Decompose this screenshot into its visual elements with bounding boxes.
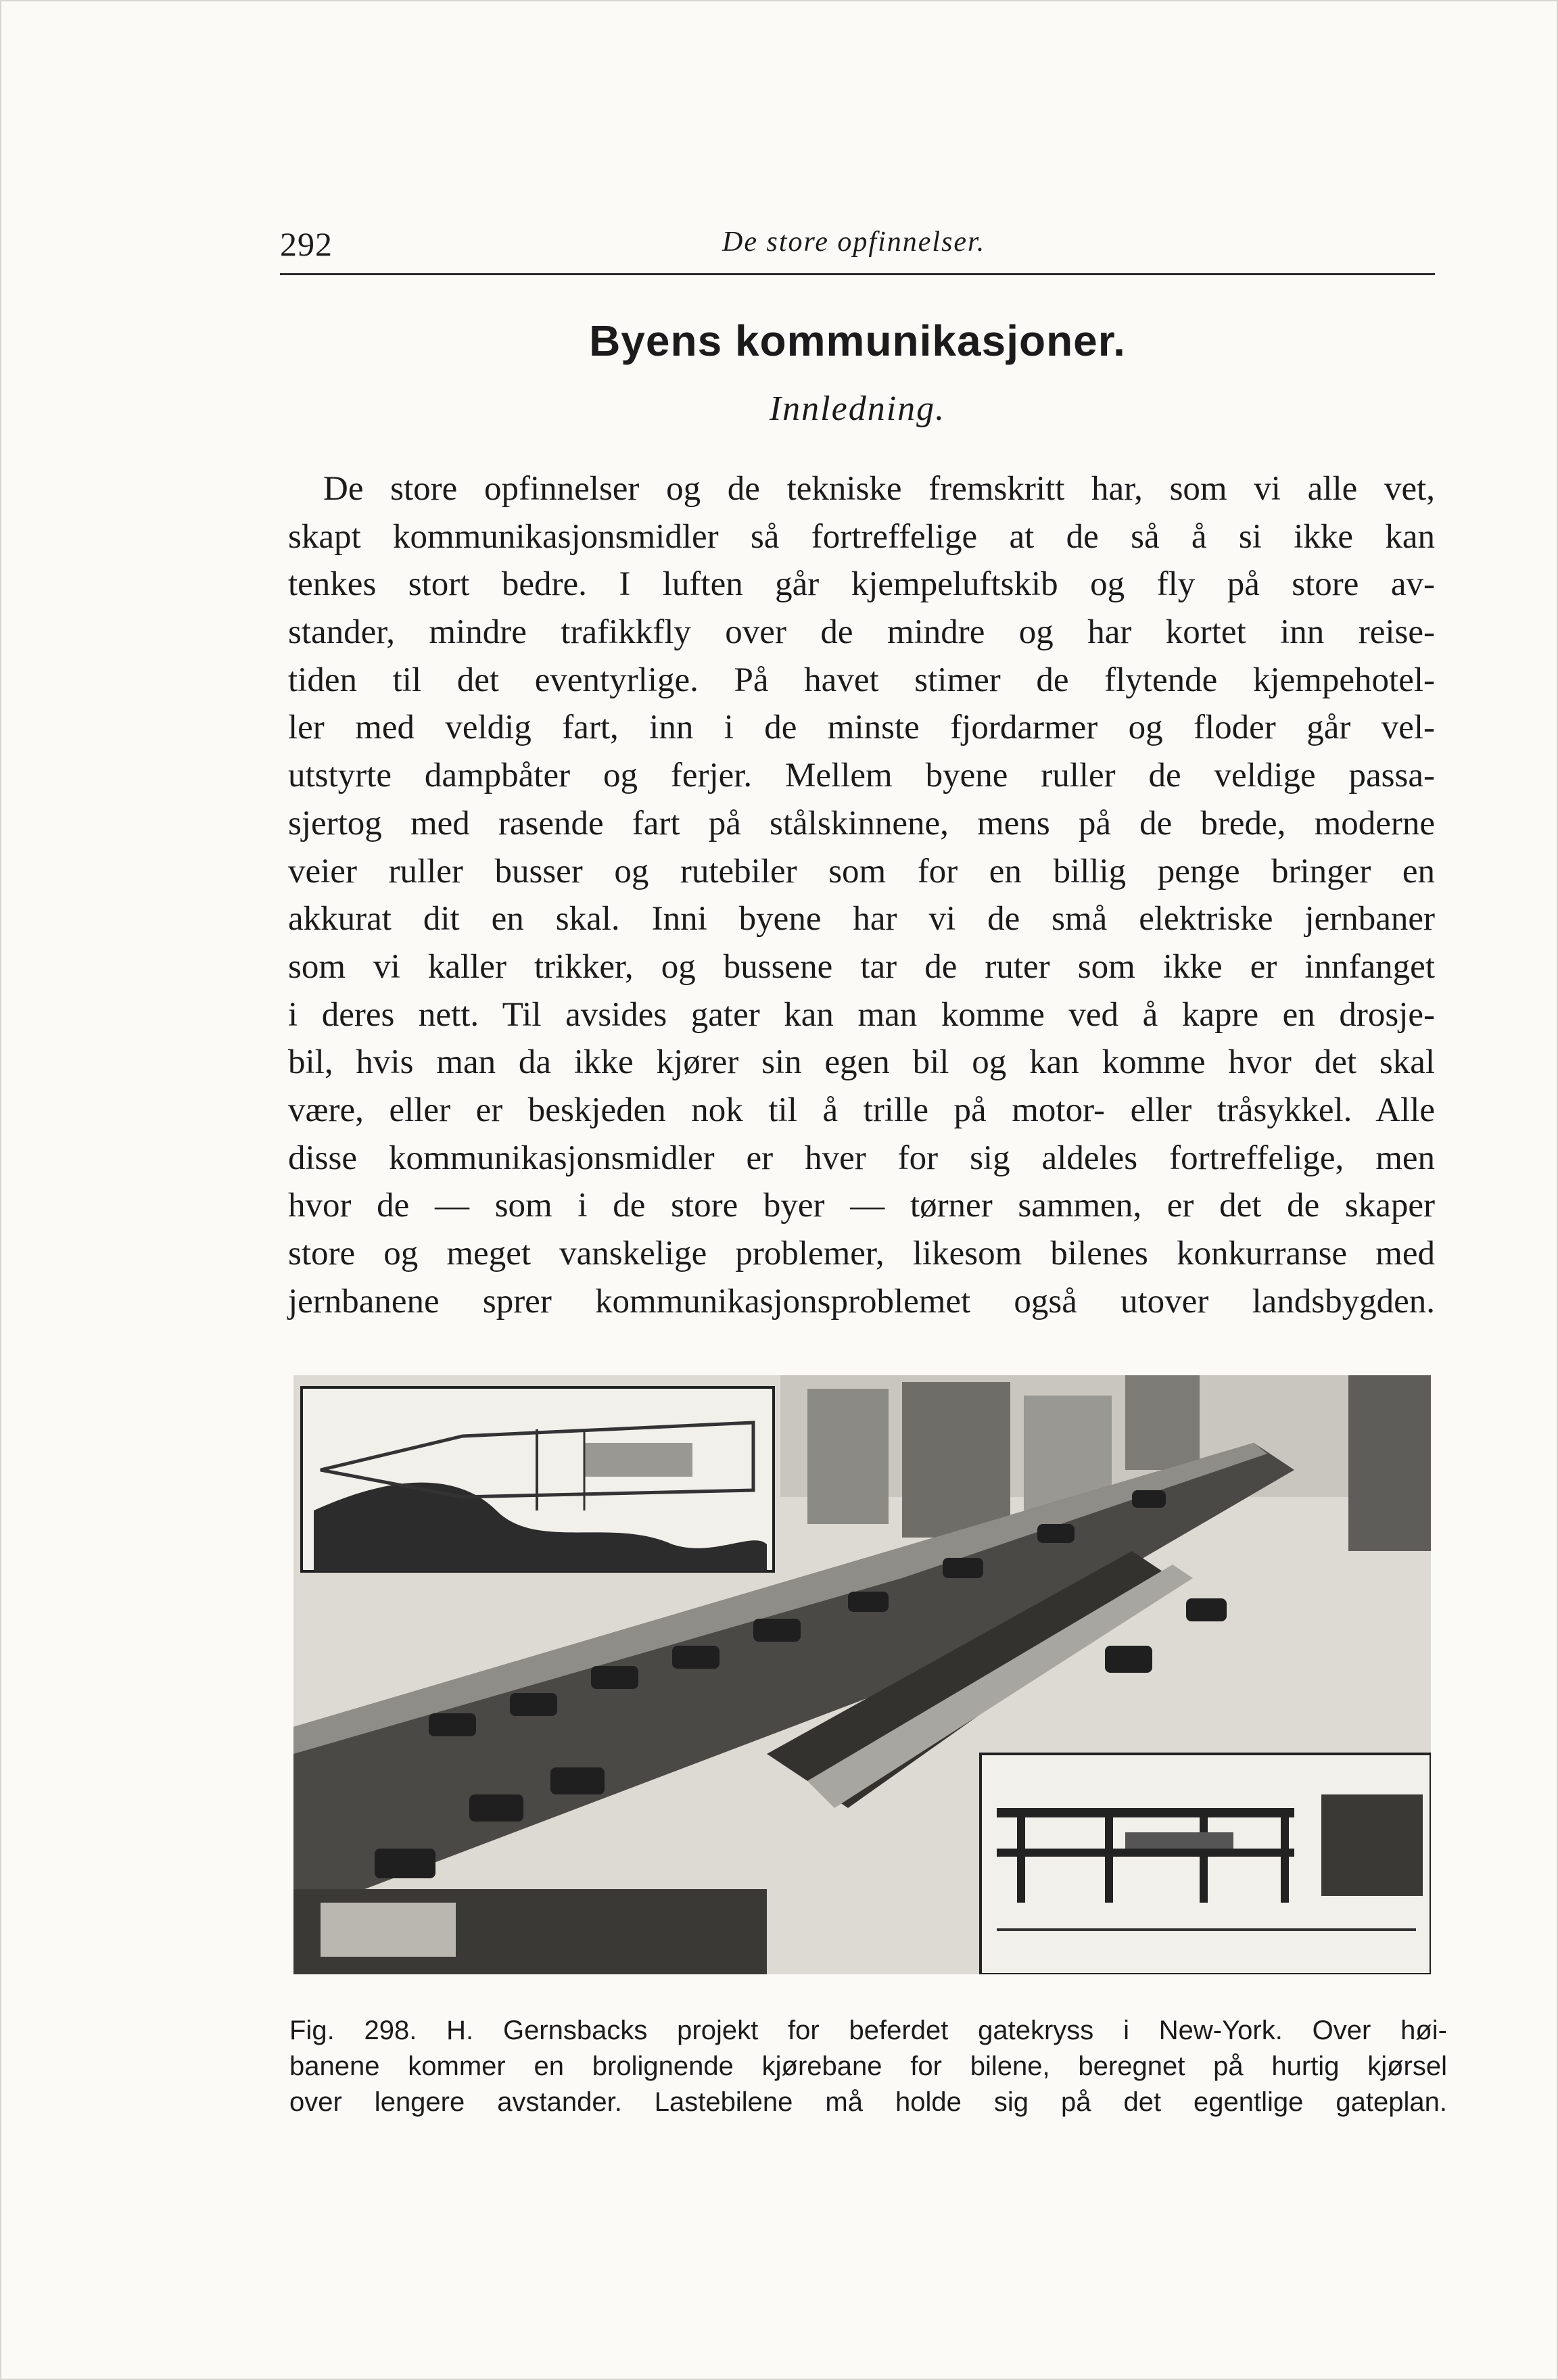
body-line: De store opfinnelser og de tekniske fremskritt har, som vi alle vet,: [323, 470, 1435, 508]
body-line: disse kommunikasjonsmidler er hver for sig aldeles fortreffelige, men: [288, 1139, 1435, 1177]
body-line: store og meget vanskelige problemer, likesom bilenes konkurranse med: [288, 1235, 1435, 1272]
body-line: jernbanene sprer kommunikasjonsproblemet også utover landsbygden.: [288, 1282, 1435, 1320]
caption-line: Fig. 298. H. Gernsbacks projekt for beferdet gatekryss i New-York. Over høi-: [289, 2016, 1447, 2045]
figure-caption: [289, 2013, 1447, 2120]
elevated-highway-illustration: [293, 1375, 1431, 1974]
body-line: sjertog med rasende fart på stålskinnene, mens på de brede, moderne: [288, 804, 1435, 842]
body-line: som vi kaller trikker, og bussene tar de ruter som ikke er innfanget: [288, 947, 1435, 986]
body-paragraph: [288, 465, 1435, 1325]
chapter-subtitle: Innledning.: [769, 389, 946, 428]
body-line: stander, mindre trafikkfly over de mindre og har kortet inn reise-: [288, 613, 1435, 652]
body-line: bil, hvis man da ikke kjører sin egen bil og kan komme hvor det skal: [288, 1043, 1435, 1082]
running-title: De store opfinnelser.: [722, 227, 986, 258]
body-line: tenkes stort bedre. I luften går kjempeluftskib og fly på store av-: [288, 565, 1435, 604]
page-number: 292: [280, 225, 333, 263]
body-line: i deres nett. Til avsides gater kan man komme ved å kapre en drosje-: [288, 995, 1435, 1034]
body-line: utstyrte dampbåter og ferjer. Mellem byene ruller de veldige passa-: [288, 757, 1435, 795]
figure-illustration: [293, 1375, 1431, 1974]
body-line: ler med veldig fart, inn i de minste fjordarmer og floder går vel-: [288, 709, 1435, 747]
body-line: akkurat dit en skal. Inni byene har vi de små elektriske jernbaner: [288, 900, 1435, 938]
caption-line: over lengere avstander. Lastebilene må holde sig på det egentlige gateplan.: [289, 2087, 1447, 2117]
body-line: hvor de — som i de store byer — tørner sammen, er det de skaper: [288, 1187, 1435, 1225]
body-line: skapt kommunikasjonsmidler så fortreffelige at de så å si ikke kan: [288, 517, 1435, 556]
body-line: veier ruller busser og rutebiler som for en billig penge bringer en: [288, 852, 1435, 890]
body-line: være, eller er beskjeden nok til å trille på motor- eller tråsykkel. Alle: [288, 1091, 1435, 1129]
chapter-title: Byens kommunikasjoner.: [589, 316, 1126, 365]
caption-line: banene kommer en brolignende kjørebane for bilene, beregnet på hurtig kjørsel: [289, 2051, 1447, 2081]
running-header: [280, 219, 1435, 275]
body-line: tiden til det eventyrlige. På havet stimer de flytende kjempehotel-: [288, 661, 1435, 699]
